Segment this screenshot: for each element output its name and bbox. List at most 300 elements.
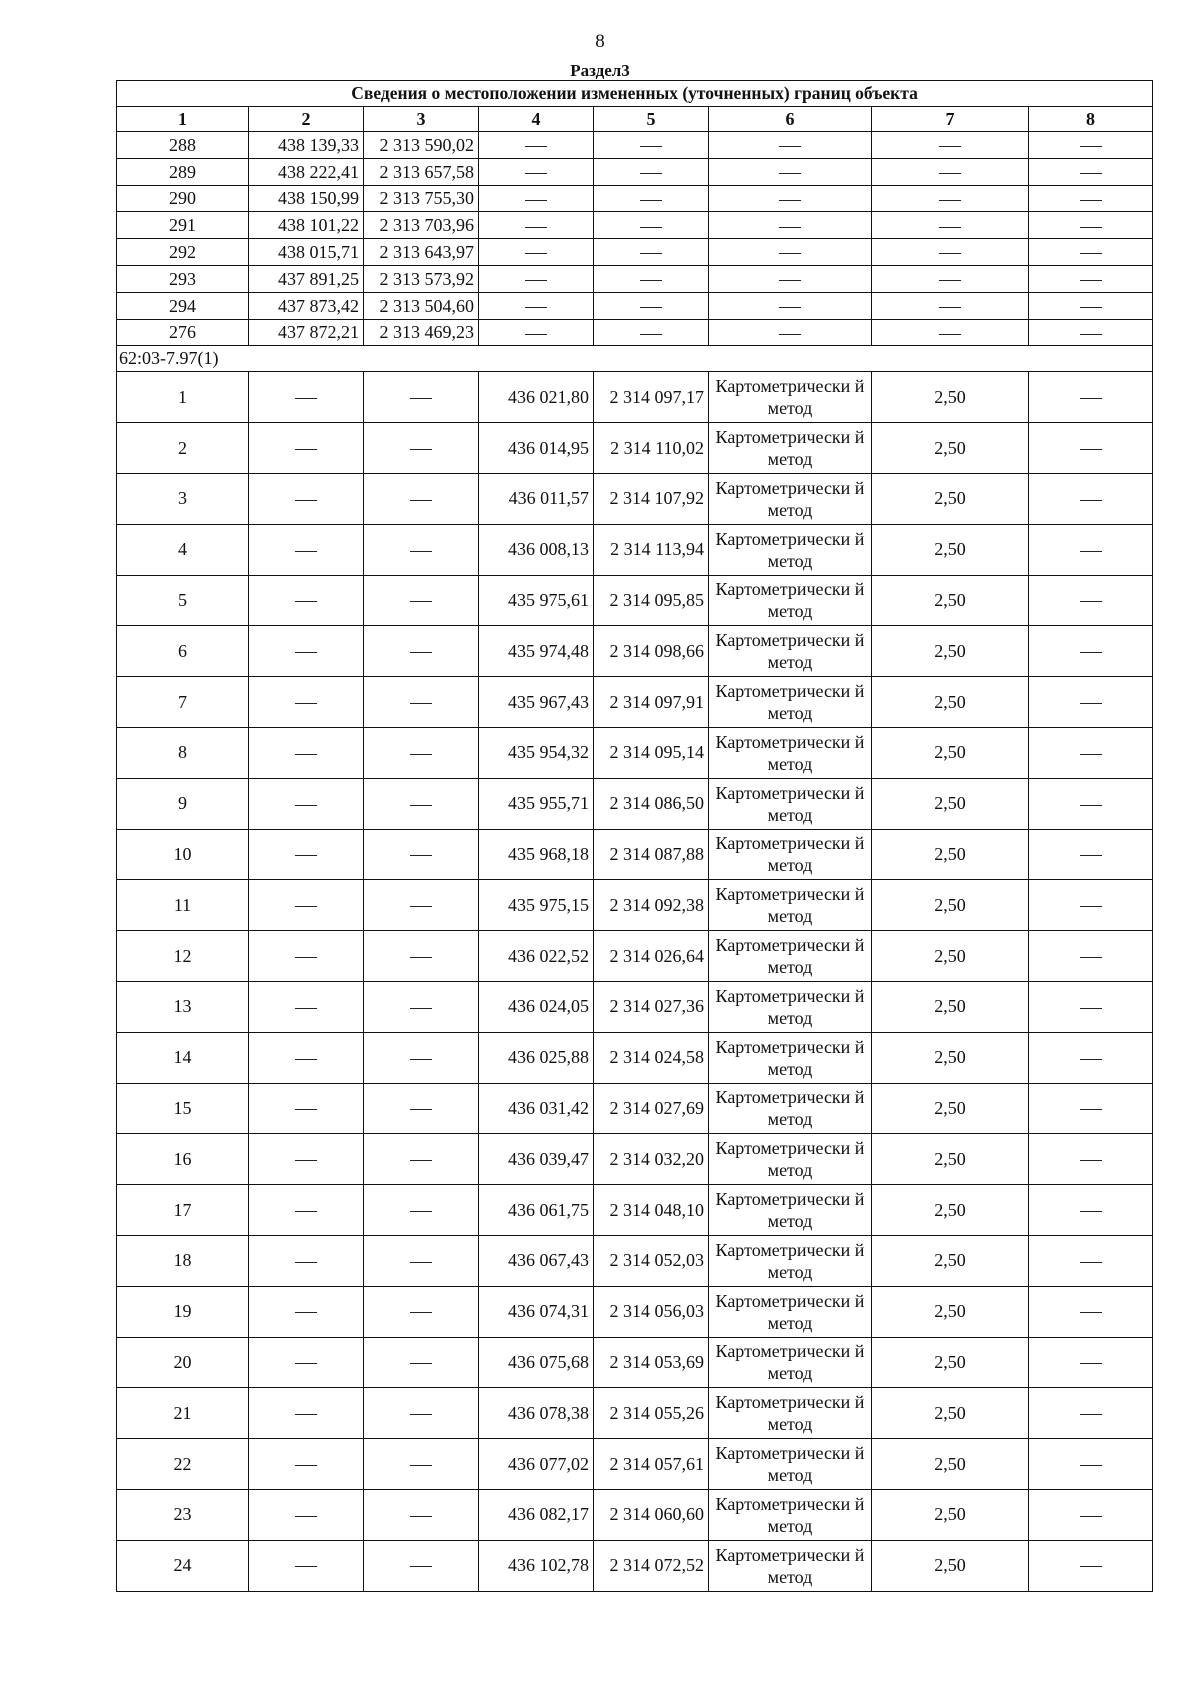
accuracy-cell: 2,50 — [872, 677, 1029, 728]
dash-mark — [779, 227, 801, 228]
table-cell — [1029, 212, 1153, 239]
dash-mark — [410, 703, 432, 704]
dash-mark — [779, 280, 801, 281]
dash-mark — [1080, 1262, 1102, 1263]
table-row — [117, 132, 1153, 159]
table-row — [117, 1439, 1153, 1490]
table-cell — [364, 372, 479, 423]
point-number: 19 — [117, 1286, 249, 1337]
point-number: 11 — [117, 880, 249, 931]
point-number: 15 — [117, 1083, 249, 1134]
table-cell — [872, 292, 1029, 319]
dash-mark — [295, 1109, 317, 1110]
table-cell — [594, 292, 709, 319]
table-cell — [1029, 524, 1153, 575]
dash-mark — [410, 601, 432, 602]
coordinate-x: 436 077,02 — [479, 1439, 594, 1490]
dash-mark — [640, 227, 662, 228]
table-cell — [364, 1337, 479, 1388]
accuracy-cell: 2,50 — [872, 1337, 1029, 1388]
table-cell — [364, 1134, 479, 1185]
table-cell — [709, 292, 872, 319]
table-row — [117, 1337, 1153, 1388]
coordinate-y: 2 314 107,92 — [594, 473, 709, 524]
table-cell — [364, 423, 479, 474]
table-cell: 2 313 573,92 — [364, 265, 479, 292]
table-row — [117, 423, 1153, 474]
table-cell: 437 891,25 — [249, 265, 364, 292]
table-row — [117, 372, 1153, 423]
dash-mark — [295, 1363, 317, 1364]
point-number: 20 — [117, 1337, 249, 1388]
table-row — [117, 727, 1153, 778]
table-cell — [709, 319, 872, 346]
accuracy-cell: 2,50 — [872, 931, 1029, 982]
dash-mark — [525, 253, 547, 254]
table-cell — [1029, 158, 1153, 185]
coordinate-y: 2 314 048,10 — [594, 1185, 709, 1236]
table-row — [117, 292, 1153, 319]
point-number: 10 — [117, 829, 249, 880]
table-cell — [872, 212, 1029, 239]
table-cell — [872, 132, 1029, 159]
dash-mark — [295, 703, 317, 704]
table-row — [117, 829, 1153, 880]
table-cell — [249, 931, 364, 982]
table-cell — [872, 239, 1029, 266]
dash-mark — [779, 146, 801, 147]
dash-mark — [295, 1414, 317, 1415]
table-cell — [249, 829, 364, 880]
point-number: 4 — [117, 524, 249, 575]
coordinate-x: 436 022,52 — [479, 931, 594, 982]
dash-mark — [1080, 601, 1102, 602]
method-cell: Картометрически й метод — [709, 626, 872, 677]
table-cell — [594, 132, 709, 159]
dash-mark — [295, 906, 317, 907]
table-row — [117, 524, 1153, 575]
coordinate-y: 2 314 026,64 — [594, 931, 709, 982]
coordinate-y: 2 314 056,03 — [594, 1286, 709, 1337]
table-row — [117, 1134, 1153, 1185]
table-cell — [364, 880, 479, 931]
dash-mark — [939, 173, 961, 174]
coordinate-y: 2 314 095,85 — [594, 575, 709, 626]
table-cell — [1029, 778, 1153, 829]
table-cell — [1029, 1489, 1153, 1540]
point-number: 6 — [117, 626, 249, 677]
table-cell — [249, 1489, 364, 1540]
table-cell — [249, 1134, 364, 1185]
dash-mark — [640, 146, 662, 147]
method-cell: Картометрически й метод — [709, 778, 872, 829]
dash-mark — [1080, 1008, 1102, 1009]
table-title: Сведения о местоположении измененных (уточненных) границ объекта — [117, 81, 1153, 107]
table-cell: 2 313 643,97 — [364, 239, 479, 266]
dash-mark — [410, 1516, 432, 1517]
dash-mark — [1080, 280, 1102, 281]
dash-mark — [1080, 1363, 1102, 1364]
column-number: 6 — [709, 107, 872, 132]
table-cell — [1029, 423, 1153, 474]
accuracy-cell: 2,50 — [872, 1439, 1029, 1490]
dash-mark — [295, 551, 317, 552]
dash-mark — [410, 551, 432, 552]
table-cell — [249, 1083, 364, 1134]
dash-mark — [939, 227, 961, 228]
column-number: 7 — [872, 107, 1029, 132]
table-cell — [364, 1185, 479, 1236]
coordinate-x: 435 954,32 — [479, 727, 594, 778]
table-cell: 289 — [117, 158, 249, 185]
table-cell — [249, 981, 364, 1032]
coordinate-y: 2 314 087,88 — [594, 829, 709, 880]
table-cell: 438 222,41 — [249, 158, 364, 185]
table-cell — [364, 829, 479, 880]
table-cell — [249, 1540, 364, 1591]
table-row — [117, 1286, 1153, 1337]
dash-mark — [640, 200, 662, 201]
table-row — [117, 1235, 1153, 1286]
coordinate-x: 435 975,61 — [479, 575, 594, 626]
coordinate-x: 436 074,31 — [479, 1286, 594, 1337]
dash-mark — [1080, 1465, 1102, 1466]
table-cell: 438 139,33 — [249, 132, 364, 159]
point-number: 5 — [117, 575, 249, 626]
table-cell — [364, 575, 479, 626]
coordinate-y: 2 314 110,02 — [594, 423, 709, 474]
table-cell — [1029, 1083, 1153, 1134]
table-cell — [249, 575, 364, 626]
page-number: 8 — [595, 31, 605, 52]
table-cell: 2 313 703,96 — [364, 212, 479, 239]
method-cell: Картометрически й метод — [709, 575, 872, 626]
dash-mark — [939, 280, 961, 281]
coordinate-x: 436 075,68 — [479, 1337, 594, 1388]
method-cell: Картометрически й метод — [709, 1439, 872, 1490]
table-cell — [249, 626, 364, 677]
table-cell — [1029, 677, 1153, 728]
point-number: 3 — [117, 473, 249, 524]
coordinate-x: 436 061,75 — [479, 1185, 594, 1236]
table-cell — [364, 981, 479, 1032]
dash-mark — [295, 601, 317, 602]
dash-mark — [295, 1059, 317, 1060]
dash-mark — [295, 1262, 317, 1263]
accuracy-cell: 2,50 — [872, 1540, 1029, 1591]
method-cell: Картометрически й метод — [709, 473, 872, 524]
column-number: 4 — [479, 107, 594, 132]
accuracy-cell: 2,50 — [872, 372, 1029, 423]
table-cell — [709, 265, 872, 292]
dash-mark — [640, 334, 662, 335]
coordinate-x: 436 102,78 — [479, 1540, 594, 1591]
accuracy-cell: 2,50 — [872, 423, 1029, 474]
table-cell: 437 873,42 — [249, 292, 364, 319]
table-cell — [364, 1083, 479, 1134]
table-cell — [479, 239, 594, 266]
dash-mark — [295, 805, 317, 806]
table-cell — [249, 778, 364, 829]
method-cell: Картометрически й метод — [709, 1032, 872, 1083]
method-cell: Картометрически й метод — [709, 524, 872, 575]
dash-mark — [295, 1211, 317, 1212]
dash-mark — [939, 334, 961, 335]
table-cell: 2 313 657,58 — [364, 158, 479, 185]
table-cell — [1029, 1235, 1153, 1286]
column-number: 2 — [249, 107, 364, 132]
point-number: 8 — [117, 727, 249, 778]
table-cell — [594, 185, 709, 212]
table-cell: 2 313 504,60 — [364, 292, 479, 319]
dash-mark — [1080, 754, 1102, 755]
method-cell: Картометрически й метод — [709, 931, 872, 982]
accuracy-cell: 2,50 — [872, 524, 1029, 575]
dash-mark — [295, 1160, 317, 1161]
accuracy-cell: 2,50 — [872, 1032, 1029, 1083]
table-cell — [364, 524, 479, 575]
dash-mark — [1080, 146, 1102, 147]
dash-mark — [410, 1465, 432, 1466]
dash-mark — [295, 855, 317, 856]
coordinate-x: 436 078,38 — [479, 1388, 594, 1439]
dash-mark — [410, 398, 432, 399]
dash-mark — [410, 1008, 432, 1009]
coordinate-y: 2 314 097,17 — [594, 372, 709, 423]
dash-mark — [1080, 1160, 1102, 1161]
point-number: 12 — [117, 931, 249, 982]
table-row — [117, 981, 1153, 1032]
table-row — [117, 212, 1153, 239]
dash-mark — [410, 1262, 432, 1263]
table-cell: 2 313 590,02 — [364, 132, 479, 159]
method-cell: Картометрически й метод — [709, 1185, 872, 1236]
dash-mark — [525, 280, 547, 281]
table-cell — [479, 319, 594, 346]
dash-mark — [410, 1363, 432, 1364]
table-cell: 291 — [117, 212, 249, 239]
table-cell — [249, 372, 364, 423]
dash-mark — [525, 146, 547, 147]
coordinate-x: 436 011,57 — [479, 473, 594, 524]
table-cell — [594, 265, 709, 292]
dash-mark — [295, 1008, 317, 1009]
table-cell — [709, 239, 872, 266]
table-cell — [872, 185, 1029, 212]
coordinate-y: 2 314 098,66 — [594, 626, 709, 677]
table-cell — [249, 1388, 364, 1439]
table-cell — [249, 677, 364, 728]
dash-mark — [295, 957, 317, 958]
accuracy-cell: 2,50 — [872, 880, 1029, 931]
point-number: 22 — [117, 1439, 249, 1490]
coordinate-x: 436 067,43 — [479, 1235, 594, 1286]
table-row — [117, 880, 1153, 931]
dash-mark — [410, 1059, 432, 1060]
point-number: 21 — [117, 1388, 249, 1439]
dash-mark — [410, 1566, 432, 1567]
column-number: 1 — [117, 107, 249, 132]
dash-mark — [1080, 652, 1102, 653]
table-cell — [364, 1235, 479, 1286]
coordinate-x: 436 031,42 — [479, 1083, 594, 1134]
point-number: 17 — [117, 1185, 249, 1236]
coordinate-x: 436 014,95 — [479, 423, 594, 474]
method-cell: Картометрически й метод — [709, 677, 872, 728]
table-cell — [594, 158, 709, 185]
point-number: 1 — [117, 372, 249, 423]
boundary-coordinates-table — [116, 80, 1153, 1592]
table-row — [117, 239, 1153, 266]
accuracy-cell: 2,50 — [872, 1489, 1029, 1540]
coordinate-y: 2 314 053,69 — [594, 1337, 709, 1388]
table-cell: 438 150,99 — [249, 185, 364, 212]
table-cell — [249, 524, 364, 575]
table-cell — [479, 158, 594, 185]
dash-mark — [525, 227, 547, 228]
dash-mark — [1080, 703, 1102, 704]
table-cell — [479, 132, 594, 159]
table-cell — [479, 185, 594, 212]
table-cell — [709, 185, 872, 212]
method-cell: Картометрически й метод — [709, 829, 872, 880]
table-cell — [479, 212, 594, 239]
coordinate-x: 435 968,18 — [479, 829, 594, 880]
dash-mark — [779, 173, 801, 174]
dash-mark — [525, 200, 547, 201]
dash-mark — [640, 173, 662, 174]
dash-mark — [1080, 855, 1102, 856]
dash-mark — [779, 200, 801, 201]
dash-mark — [939, 146, 961, 147]
dash-mark — [1080, 1312, 1102, 1313]
point-number: 16 — [117, 1134, 249, 1185]
dash-mark — [525, 307, 547, 308]
dash-mark — [1080, 805, 1102, 806]
coordinate-x: 436 025,88 — [479, 1032, 594, 1083]
table-cell — [1029, 473, 1153, 524]
coordinate-y: 2 314 024,58 — [594, 1032, 709, 1083]
table-row — [117, 265, 1153, 292]
table-cell: 276 — [117, 319, 249, 346]
table-cell — [1029, 575, 1153, 626]
table-cell — [709, 158, 872, 185]
dash-mark — [640, 280, 662, 281]
point-number: 23 — [117, 1489, 249, 1540]
dash-mark — [1080, 551, 1102, 552]
table-row — [117, 473, 1153, 524]
dash-mark — [1080, 500, 1102, 501]
table-cell — [1029, 292, 1153, 319]
table-row — [117, 185, 1153, 212]
table-cell — [1029, 1032, 1153, 1083]
table-cell — [249, 880, 364, 931]
group-row — [117, 346, 1153, 372]
coordinate-y: 2 314 027,69 — [594, 1083, 709, 1134]
dash-mark — [410, 1160, 432, 1161]
table-cell — [249, 473, 364, 524]
coordinate-y: 2 314 086,50 — [594, 778, 709, 829]
dash-mark — [1080, 1211, 1102, 1212]
table-row — [117, 319, 1153, 346]
dash-mark — [640, 307, 662, 308]
dash-mark — [779, 307, 801, 308]
table-row — [117, 778, 1153, 829]
accuracy-cell: 2,50 — [872, 981, 1029, 1032]
method-cell: Картометрически й метод — [709, 727, 872, 778]
table-cell: 292 — [117, 239, 249, 266]
table-cell — [364, 931, 479, 982]
dash-mark — [1080, 906, 1102, 907]
dash-mark — [295, 1312, 317, 1313]
dash-mark — [410, 1414, 432, 1415]
coordinate-x: 435 967,43 — [479, 677, 594, 728]
table-row — [117, 677, 1153, 728]
dash-mark — [939, 200, 961, 201]
table-cell — [1029, 626, 1153, 677]
coordinate-x: 436 021,80 — [479, 372, 594, 423]
accuracy-cell: 2,50 — [872, 727, 1029, 778]
dash-mark — [295, 398, 317, 399]
column-number-row — [117, 107, 1153, 132]
table-cell — [1029, 931, 1153, 982]
table-cell — [1029, 1134, 1153, 1185]
dash-mark — [295, 754, 317, 755]
dash-mark — [410, 805, 432, 806]
dash-mark — [1080, 253, 1102, 254]
table-cell — [1029, 1439, 1153, 1490]
table-cell — [594, 212, 709, 239]
table-cell — [364, 473, 479, 524]
table-cell — [249, 1439, 364, 1490]
table-cell — [1029, 239, 1153, 266]
coordinate-x: 435 955,71 — [479, 778, 594, 829]
table-cell — [1029, 185, 1153, 212]
table-cell — [364, 727, 479, 778]
accuracy-cell: 2,50 — [872, 1388, 1029, 1439]
dash-mark — [1080, 957, 1102, 958]
dash-mark — [295, 652, 317, 653]
dash-mark — [410, 754, 432, 755]
coordinate-x: 435 974,48 — [479, 626, 594, 677]
dash-mark — [295, 1516, 317, 1517]
dash-mark — [410, 1312, 432, 1313]
dash-mark — [1080, 1516, 1102, 1517]
coordinate-y: 2 314 060,60 — [594, 1489, 709, 1540]
dash-mark — [525, 334, 547, 335]
dash-mark — [1080, 1059, 1102, 1060]
table-cell — [364, 1388, 479, 1439]
table-cell — [872, 265, 1029, 292]
point-number: 9 — [117, 778, 249, 829]
table-cell — [364, 1489, 479, 1540]
table-cell — [364, 1032, 479, 1083]
method-cell: Картометрически й метод — [709, 1489, 872, 1540]
coordinate-y: 2 314 027,36 — [594, 981, 709, 1032]
coordinate-x: 436 024,05 — [479, 981, 594, 1032]
dash-mark — [1080, 334, 1102, 335]
table-row — [117, 158, 1153, 185]
table-cell — [249, 727, 364, 778]
method-cell: Картометрически й метод — [709, 1540, 872, 1591]
dash-mark — [410, 1109, 432, 1110]
group-label: 62:03-7.97(1) — [117, 346, 1153, 372]
table-cell: 2 313 469,23 — [364, 319, 479, 346]
dash-mark — [295, 449, 317, 450]
table-cell — [1029, 1286, 1153, 1337]
table-cell: 288 — [117, 132, 249, 159]
coordinate-y: 2 314 052,03 — [594, 1235, 709, 1286]
